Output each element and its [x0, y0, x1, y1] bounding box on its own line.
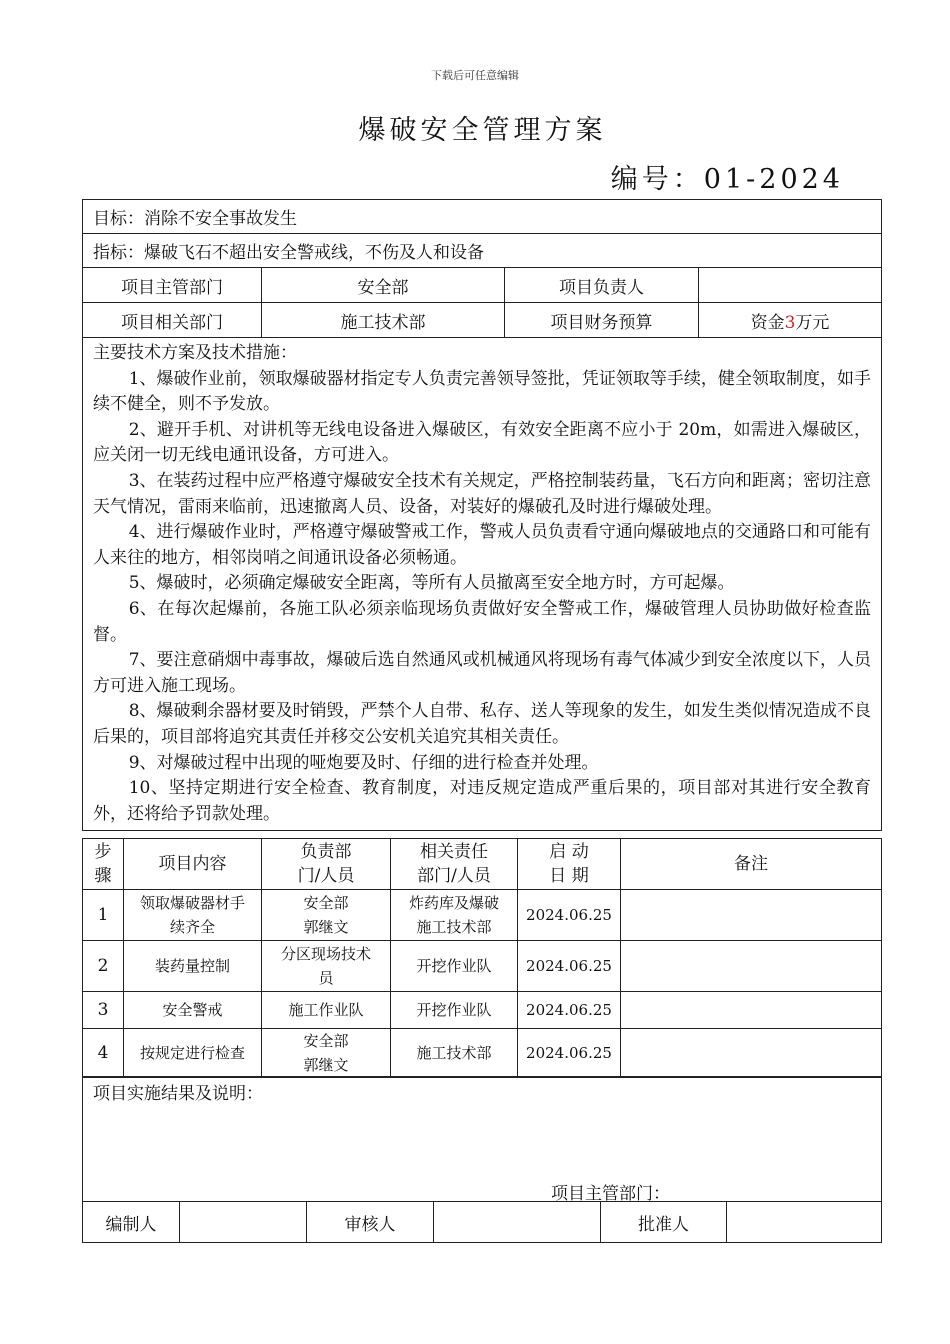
step-related: 开挖作业队	[391, 992, 518, 1029]
step-related: 炸药库及爆破 施工技术部	[391, 890, 518, 941]
preparer-label: 编制人	[83, 1202, 180, 1243]
project-lead-label: 项目负责人	[505, 268, 699, 303]
step-remark	[621, 941, 882, 992]
step-owner: 施工作业队	[262, 992, 391, 1029]
measure-item: 9、对爆破过程中出现的哑炮要及时、仔细的进行检查并处理。	[128, 752, 599, 773]
measure-item: 7、要注意硝烟中毒事故，爆破后选自然通风或机械通风将现场有毒气体减少到安全浓度以下，人员方可进入施工现场。	[93, 650, 871, 696]
document-title: 爆破安全管理方案	[358, 115, 607, 146]
step-content: 按规定进行检查	[124, 1029, 262, 1078]
measure-item: 8、爆破剩余器材要及时销毁，严禁个人自带、私存、送人等现象的发生，如发生类似情况造成不良后果的，项目部将追究其责任并移交公安机关追究其相关责任。	[93, 701, 871, 747]
header-owner: 负责部 门/人员	[262, 839, 391, 890]
steps-table	[82, 838, 882, 1078]
step-number: 1	[83, 890, 124, 941]
budget-prefix: 资金	[750, 312, 785, 333]
budget-label: 项目财务预算	[505, 303, 699, 338]
project-lead-value	[699, 268, 882, 303]
step-date: 2024.06.25	[518, 992, 621, 1029]
info-table	[82, 199, 882, 831]
measure-item: 4、进行爆破作业时，严格遵守爆破警戒工作，警戒人员负责看守通向爆破地点的交通路口和可能有人来往的地方，相邻岗哨之间通讯设备必须畅通。	[93, 522, 871, 568]
step-date: 2024.06.25	[518, 941, 621, 992]
measures-cell	[83, 338, 882, 831]
measure-item: 6、在每次起爆前，各施工队必须亲临现场负责做好安全警戒工作，爆破管理人员协助做好检查监督。	[93, 598, 871, 645]
step-related: 开挖作业队	[391, 941, 518, 992]
measure-item: 1、爆破作业前，领取爆破器材指定专人负责完善领导签批，凭证领取等手续，健全领取制度，如手续不健全，则不予发放。	[93, 368, 871, 415]
result-table	[82, 1076, 882, 1243]
result-label: 项目实施结果及说明：	[93, 1084, 263, 1104]
step-remark	[621, 992, 882, 1029]
header-content: 项目内容	[124, 839, 262, 890]
budget-suffix: 万元	[795, 312, 830, 333]
reviewer-value	[434, 1202, 601, 1243]
step-owner: 安全部 郭继文	[262, 890, 391, 941]
result-dept-label: 项目主管部门：	[551, 1184, 670, 1204]
result-cell	[83, 1077, 882, 1202]
header-date: 启 动 日 期	[518, 839, 621, 890]
budget-amount: 3	[784, 312, 796, 333]
download-note: 下载后可任意编辑	[431, 69, 519, 82]
approver-value	[727, 1202, 882, 1243]
approver-label: 批准人	[601, 1202, 727, 1243]
step-content: 装药量控制	[124, 941, 262, 992]
table-row	[83, 1029, 882, 1078]
measure-item: 5、爆破时，必须确定爆破安全距离，等所有人员撤离至安全地方时，方可起爆。	[128, 573, 735, 594]
table-row	[83, 992, 882, 1029]
preparer-value	[180, 1202, 307, 1243]
step-remark	[621, 1029, 882, 1078]
table-row	[83, 941, 882, 992]
step-owner: 安全部 郭继文	[262, 1029, 391, 1078]
step-related: 施工技术部	[391, 1029, 518, 1078]
step-number: 3	[83, 992, 124, 1029]
header-remark: 备注	[621, 839, 882, 890]
step-content: 安全警戒	[124, 992, 262, 1029]
step-number: 2	[83, 941, 124, 992]
measure-item: 3、在装药过程中应严格遵守爆破安全技术有关规定，严格控制装药量，飞石方向和距离；密切注意天气情况，雷雨来临前，迅速撤离人员、设备，对装好的爆破孔及时进行爆破处理。	[93, 470, 871, 517]
reviewer-label: 审核人	[307, 1202, 434, 1243]
measures-heading: 主要技术方案及技术措施：	[93, 343, 297, 363]
step-remark	[621, 890, 882, 941]
step-content: 领取爆破器材手 续齐全	[124, 890, 262, 941]
related-dept-value: 施工技术部	[262, 303, 505, 338]
step-date: 2024.06.25	[518, 1029, 621, 1078]
related-dept-label: 项目相关部门	[83, 303, 262, 338]
measure-item: 10、坚持定期进行安全检查、教育制度，对违反规定造成严重后果的，项目部对其进行安全教育外，还将给予罚款处理。	[93, 778, 871, 824]
header-step: 步 骤	[83, 839, 124, 890]
indicator-cell: 指标：爆破飞石不超出安全警戒线，不伤及人和设备	[83, 234, 882, 268]
goal-cell: 目标：消除不安全事故发生	[83, 200, 882, 234]
measure-item: 2、避开手机、对讲机等无线电设备进入爆破区，有效安全距离不应小于 20m，如需进入爆破区，应关闭一切无线电通讯设备，方可进入。	[93, 419, 871, 466]
budget-value	[699, 303, 882, 338]
table-row	[83, 890, 882, 941]
header-related: 相关责任 部门/人员	[391, 839, 518, 890]
document-number: 编号：01-2024	[610, 164, 844, 195]
main-dept-value: 安全部	[262, 268, 505, 303]
step-number: 4	[83, 1029, 124, 1078]
main-dept-label: 项目主管部门	[83, 268, 262, 303]
step-date: 2024.06.25	[518, 890, 621, 941]
step-owner: 分区现场技术 员	[262, 941, 391, 992]
